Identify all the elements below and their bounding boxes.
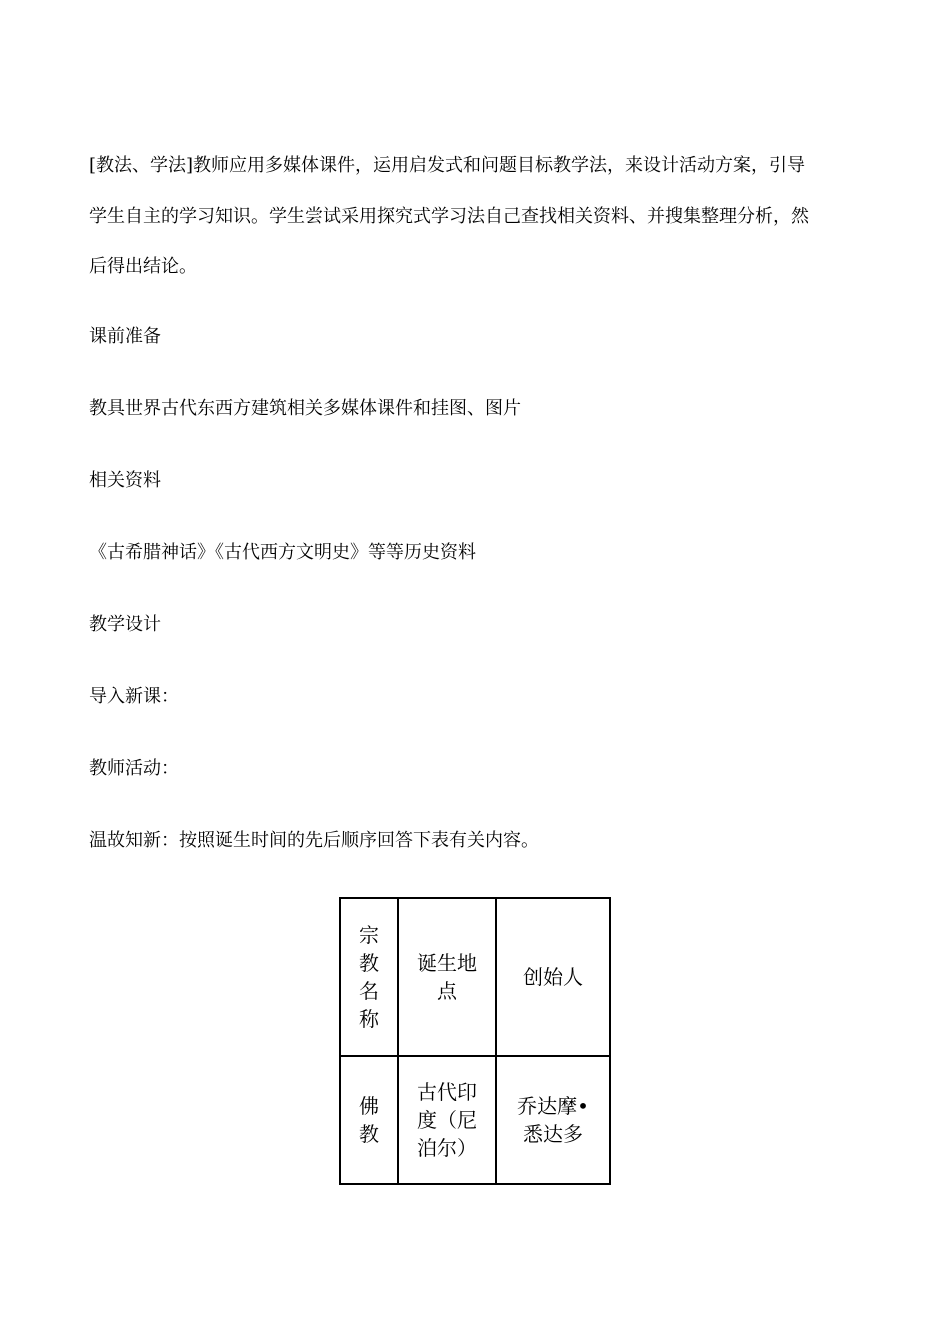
religion-table <box>339 897 611 1185</box>
table-row <box>340 1056 610 1184</box>
cell-founder: 乔达摩•悉达多 <box>517 1094 589 1146</box>
review-prompt: 温故知新：按照诞生时间的先后顺序回答下表有关内容。 <box>89 830 539 851</box>
table-cell <box>398 1056 496 1184</box>
cell-birthplace: 古代印度（尼泊尔） <box>417 1080 477 1160</box>
intro-heading: 导入新课： <box>89 686 179 707</box>
cell-religion-name: 佛教 <box>359 1094 379 1146</box>
header-founder: 创始人 <box>523 965 583 989</box>
methods-line-3: 后得出结论。 <box>89 256 197 277</box>
methods-line-1: [教法、学法]教师应用多媒体课件，运用启发式和问题目标教学法，来设计活动方案，引导 <box>89 155 806 176</box>
teaching-aids: 教具世界古代东西方建筑相关多媒体课件和挂图、图片 <box>89 398 521 419</box>
table-header-cell <box>398 898 496 1056</box>
methods-line-2: 学生自主的学习知识。学生尝试采用探究式学习法自己查找相关资料、并搜集整理分析，然 <box>89 206 809 227</box>
teacher-activity: 教师活动： <box>89 758 179 779</box>
table-header-row <box>340 898 610 1056</box>
header-religion-name: 宗教名称 <box>359 923 379 1031</box>
materials: 《古希腊神话》《古代西方文明史》等等历史资料 <box>89 542 476 563</box>
table-header-cell <box>340 898 398 1056</box>
design-heading: 教学设计 <box>89 614 161 635</box>
table-header-cell <box>496 898 610 1056</box>
table-cell <box>340 1056 398 1184</box>
materials-heading: 相关资料 <box>89 470 161 491</box>
table-cell <box>496 1056 610 1184</box>
prep-heading: 课前准备 <box>89 326 161 347</box>
header-birthplace: 诞生地点 <box>417 951 477 1003</box>
